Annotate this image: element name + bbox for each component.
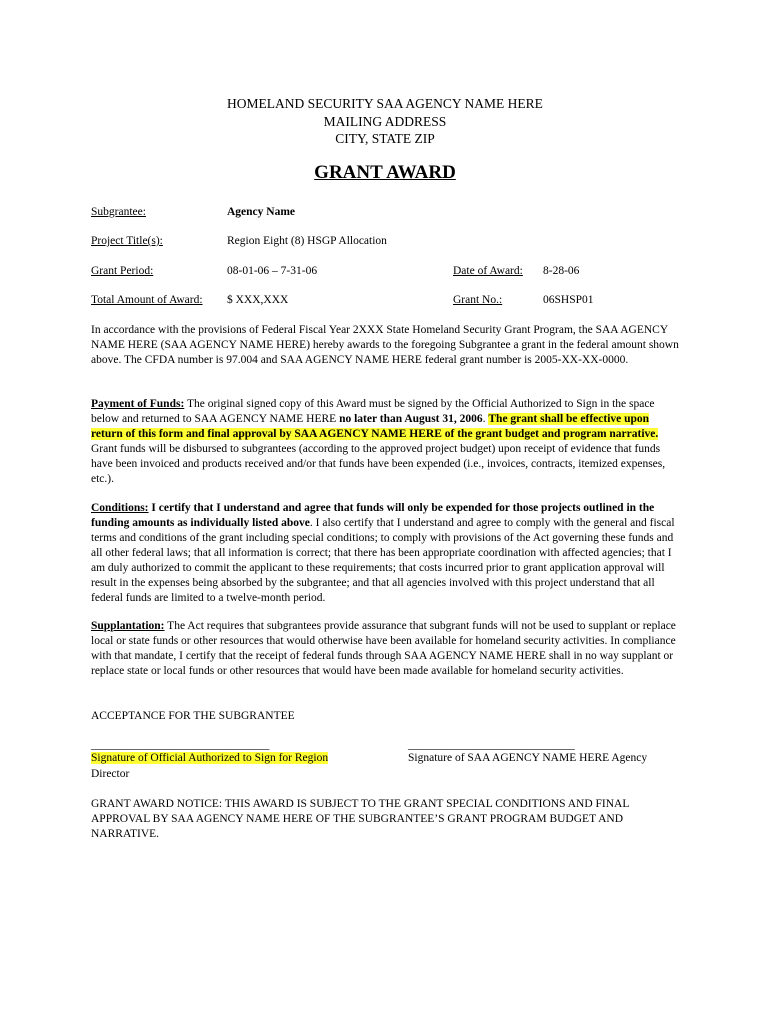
supplantation-paragraph (91, 619, 681, 679)
signature-label-left (91, 752, 328, 764)
payment-heading: Payment of Funds: (91, 398, 185, 410)
signature-label-right: Signature of SAA AGENCY NAME HERE Agency (408, 752, 648, 764)
project-title-row (91, 235, 691, 253)
project-title-label: Project Title(s): (91, 235, 163, 247)
supplantation-text: The Act requires that subgrantees provide assurance that subgrant funds will not be used to supplant or replace local or state funds or other resources that would otherwise have been available for homeland security activities. In compliance with that mandate, I certify that the receipt of federal funds through SAA AGENCY NAME HERE shall in no way supplant or replace state or local funds or other resources that would have been made available for homeland security activities. (91, 620, 676, 677)
payment-deadline: no later than August 31, 2006 (339, 413, 483, 425)
document-title: GRANT AWARD (314, 162, 456, 183)
agency-header (0, 95, 770, 148)
total-amount-label: Total Amount of Award: (91, 294, 203, 306)
conditions-heading: Conditions: (91, 502, 149, 514)
mailing-address-line: MAILING ADDRESS (323, 113, 447, 129)
conditions-text: . I also certify that I understand and agree to comply with the general and fiscal terms and conditions of the grant including special conditions; to comply with provisions of the Act governing these funds and all other federal laws; that all information is correct; that there has been appropriate coordination with affected agencies; that I am duly authorized to commit the applicant to these requirements; that costs incurred prior to grant application approval will result in the expenses being absorbed by the subgrantee; and that all agencies involved with this project understand that all federal funds are limited to a twelve-month period. (91, 517, 675, 604)
total-amount-row (91, 294, 691, 312)
acceptance-heading: ACCEPTANCE FOR THE SUBGRANTEE (91, 710, 295, 722)
conditions-bold-text: I certify that I understand and agree that funds will only be expended for those projects outlined in the funding amounts as individually listed above (91, 502, 655, 529)
total-amount-value: $ XXX,XXX (227, 294, 289, 306)
subgrantee-label: Subgrantee: (91, 206, 146, 218)
intro-paragraph: In accordance with the provisions of Federal Fiscal Year 2XXX State Homeland Security Grant Program, the SAA AGENCY NAME HERE (SAA AGENCY NAME HERE) hereby awards to the foregoing Subgrantee a grant in the federal amount shown above. The CFDA number is 97.004 and SAA AGENCY NAME HERE federal grant number is 2005-XX-XX-0000. (91, 324, 679, 366)
signature-label-left-line2: Director (91, 768, 130, 780)
grant-period-label: Grant Period: (91, 265, 154, 277)
payment-text-1: The original signed copy of this Award must be signed by the Official Authorized to Sign in the space below and returned to SAA AGENCY NAME HERE (91, 398, 655, 425)
subgrantee-row (91, 206, 691, 224)
grant-award-notice: GRANT AWARD NOTICE: THIS AWARD IS SUBJECT TO THE GRANT SPECIAL CONDITIONS AND FINAL APPROVAL BY SAA AGENCY NAME HERE OF THE SUBGRANTEE’S GRANT PROGRAM BUDGET AND NARRATIVE. (91, 798, 629, 840)
payment-text-2: . (482, 413, 489, 425)
signature-label-left-text: Signature of Official Authorized to Sign for Region (91, 752, 329, 764)
grant-number-label: Grant No.: (453, 294, 503, 306)
date-of-award-value: 8-28-06 (543, 265, 580, 277)
signature-line-right: _____________________________ (408, 739, 575, 751)
subgrantee-value: Agency Name (227, 206, 296, 218)
payment-paragraph (91, 397, 681, 487)
agency-name-line: HOMELAND SECURITY SAA AGENCY NAME HERE (227, 96, 543, 111)
grant-period-value: 08-01-06 – 7-31-06 (227, 265, 318, 277)
supplantation-heading: Supplantation: (91, 620, 165, 632)
payment-text-3: Grant funds will be disbursed to subgrantees (according to the approved project budget) upon receipt of evidence that funds have been invoiced and products received and/or that funds have been expended (i.e., invoices, contracts, itemized expenses, etc.). (91, 443, 666, 485)
grant-period-row (91, 265, 691, 283)
payment-highlight: The grant shall be effective upon return of this form and final approval by SAA AGENCY NAME HERE of the grant budget and program narrative. (91, 413, 659, 440)
city-state-zip-line: CITY, STATE ZIP (335, 131, 435, 146)
date-of-award-label: Date of Award: (453, 265, 523, 277)
signature-line-left: _______________________________ (91, 739, 270, 751)
grant-number-value: 06SHSP01 (543, 294, 594, 306)
project-title-value: Region Eight (8) HSGP Allocation (227, 235, 387, 247)
conditions-paragraph (91, 501, 681, 606)
